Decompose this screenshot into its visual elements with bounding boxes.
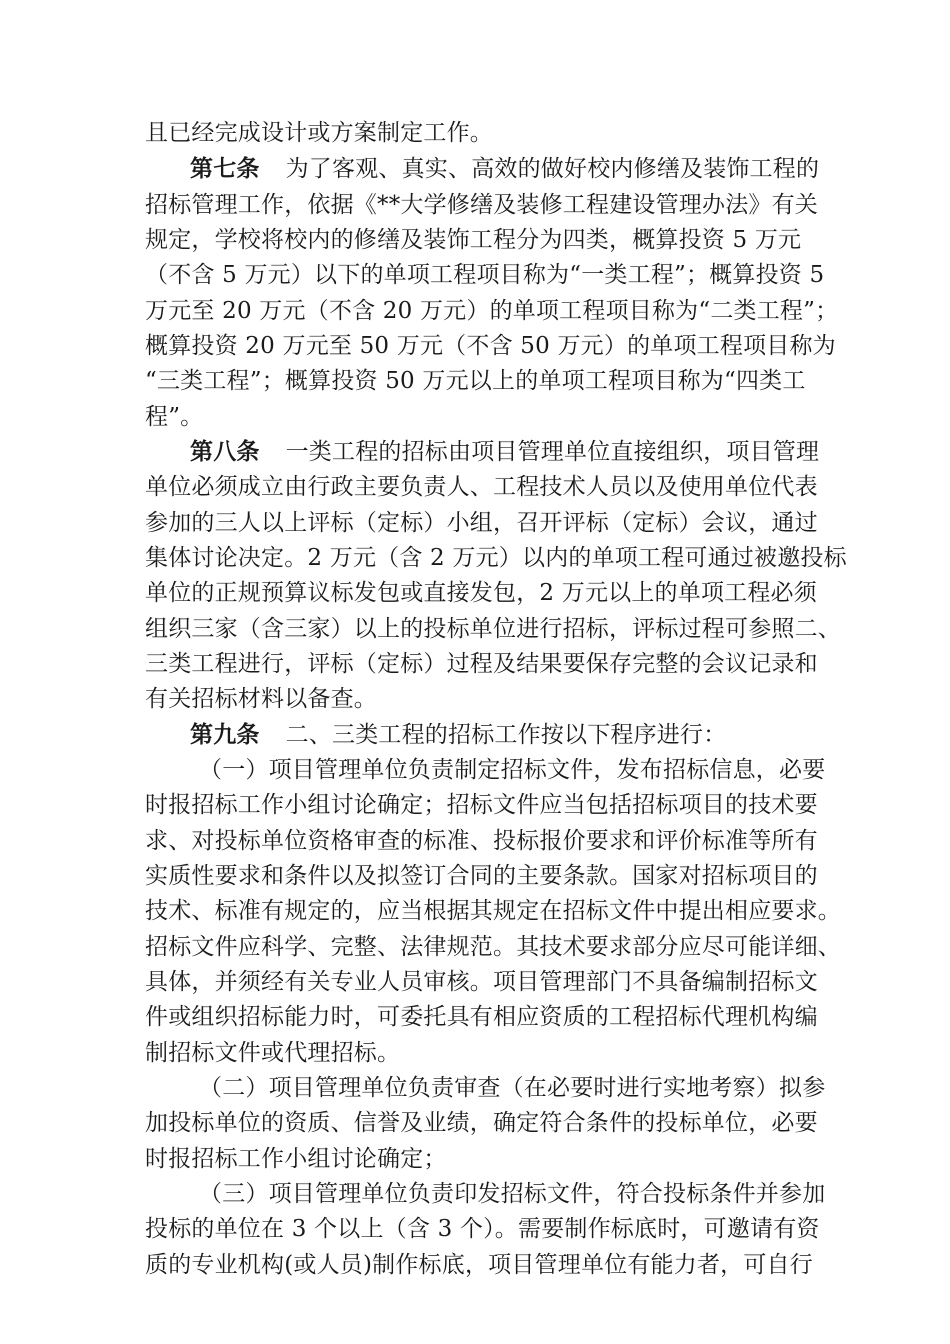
article-label: 第七条 [190,155,260,182]
article-label: 第九条 [190,721,260,748]
text-line: 加投标单位的资质、信誉及业绩，确定符合条件的投标单位，必要 [145,1110,818,1136]
text-line: 规定，学校将校内的修缮及装饰工程分为四类，概算投资 5 万元 [145,227,802,253]
text-line: 求、对投标单位资格审查的标准、投标报价要求和评价标准等所有 [145,828,818,854]
text-line: 时报招标工作小组讨论确定； [145,1146,447,1172]
text-line: 招标文件应科学、完整、法律规范。其技术要求部分应尽可能详细、 [145,934,841,960]
text-line: 单位的正规预算议标发包或直接发包，2 万元以上的单项工程必须 [145,580,817,606]
article-label: 第八条 [190,438,260,465]
text-line: 质的专业机构(或人员)制作标底，项目管理单位有能力者，可自行 [145,1252,813,1278]
article-8-first-line: 第八条 一类工程的招标由项目管理单位直接组织，项目管理 [190,438,820,465]
text-line: 参加的三人以上评标（定标）小组，召开评标（定标）会议，通过 [145,510,818,536]
text-line: 三类工程进行，评标（定标）过程及结果要保存完整的会议记录和 [145,651,818,677]
text-line: 万元至 20 万元（不含 20 万元）的单项工程项目称为“二类工程”； [145,298,839,324]
text-line: 概算投资 20 万元至 50 万元（不含 50 万元）的单项工程项目称为 [145,333,836,359]
text-line: （不含 5 万元）以下的单项工程项目称为“一类工程”；概算投资 5 [145,262,825,288]
article-9-first-line: 第九条 二、三类工程的招标工作按以下程序进行： [190,721,727,748]
text-line: 投标的单位在 3 个以上（含 3 个）。需要制作标底时，可邀请有资 [145,1216,820,1242]
text-line: 制招标文件或代理招标。 [145,1040,401,1066]
text-line: 件或组织招标能力时，可委托具有相应资质的工程招标代理机构编 [145,1004,818,1030]
item-1-first-line: （一）项目管理单位负责制定招标文件，发布招标信息，必要 [199,757,826,783]
text-line: 实质性要求和条件以及拟签订合同的主要条款。国家对招标项目的 [145,863,818,889]
article-7-first-line: 第七条 为了客观、真实、高效的做好校内修缮及装饰工程的 [190,155,820,182]
text-line: 组织三家（含三家）以上的投标单位进行招标，评标过程可参照二、 [145,616,841,642]
text-line: 且已经完成设计或方案制定工作。 [145,120,493,146]
text-line: 技术、标准有规定的，应当根据其规定在招标文件中提出相应要求。 [145,898,841,924]
text-line: 招标管理工作，依据《**大学修缮及装修工程建设管理办法》有关 [145,192,818,218]
text-line: 时报招标工作小组讨论确定；招标文件应当包括招标项目的技术要 [145,792,818,818]
item-3-first-line: （三）项目管理单位负责印发招标文件，符合投标条件并参加 [199,1181,826,1207]
text-line: “三类工程”；概算投资 50 万元以上的单项工程项目称为“四类工 [145,368,806,394]
text-line: 程”。 [145,404,204,430]
item-2-first-line: （二）项目管理单位负责审查（在必要时进行实地考察）拟参 [199,1075,826,1101]
text-line: 有关招标材料以备查。 [145,686,377,712]
text-line: 具体，并须经有关专业人员审核。项目管理部门不具备编制招标文 [145,969,818,995]
text-line: 单位必须成立由行政主要负责人、工程技术人员以及使用单位代表 [145,474,818,500]
text-line: 集体讨论决定。2 万元（含 2 万元）以内的单项工程可通过被邀投标 [145,545,847,571]
